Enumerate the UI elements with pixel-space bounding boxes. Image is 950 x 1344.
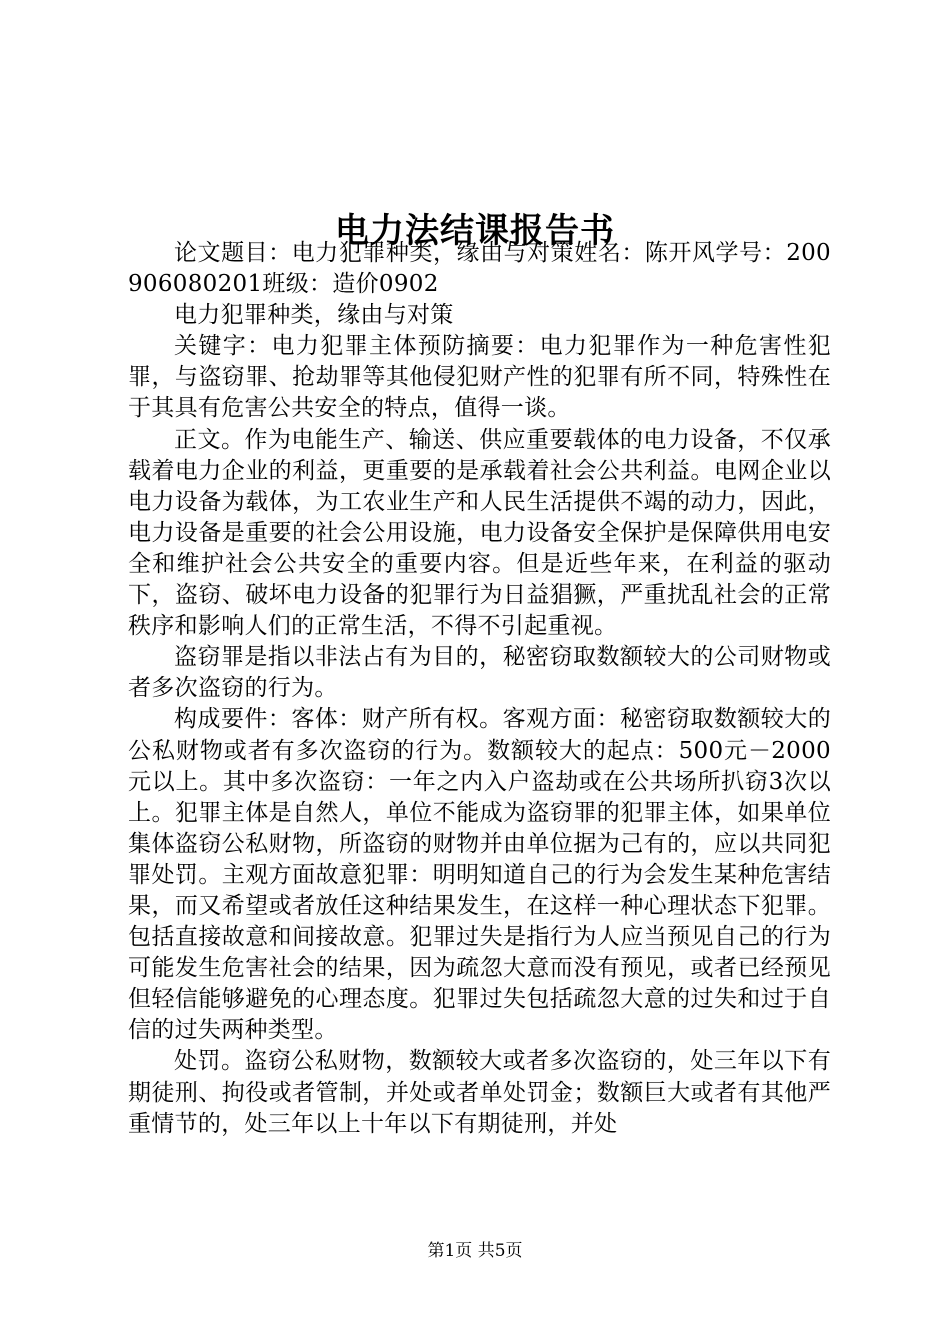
paragraph-subtitle: 电力犯罪种类，缘由与对策	[174, 302, 454, 329]
paragraph-theft-definition: 盗窃罪是指以非法占有为目的，秘密窃取数额较大的公司财物或者多次盗窃的行为。	[128, 644, 831, 702]
document-body	[128, 238, 831, 1140]
paragraph-keywords-abstract: 关键字：电力犯罪主体预防摘要：电力犯罪作为一种危害性犯罪，与盗窃罪、抢劫罪等其他侵犯财产性的犯罪有所不同，特殊性在于其具有危害公共安全的特点，值得一谈。	[128, 333, 831, 422]
paragraph-elements: 构成要件：客体：财产所有权。客观方面：秘密窃取数额较大的公私财物或者有多次盗窃的行为。数额较大的起点：500元－2000元以上。其中多次盗窃：一年之内入户盗劫或在公共场所扒窃3次以上。犯罪主体是自然人，单位不能成为盗窃罪的犯罪主体，如果单位集体盗窃公私财物，所盗窃的财物并由单位据为己有的，应以共同犯罪处罚。主观方面故意犯罪：明明知道自己的行为会发生某种危害结果，而又希望或者放任这种结果发生，在这样一种心理状态下犯罪。包括直接故意和间接故意。犯罪过失是指行为人应当预见自己的行为可能发生危害社会的结果，因为疏忽大意而没有预见，或者已经预见但轻信能够避免的心理态度。犯罪过失包括疏忽大意的过失和过于自信的过失两种类型。	[128, 706, 831, 1044]
page-footer: 第1页 共5页	[427, 1241, 523, 1261]
document-title: 电力法结课报告书	[335, 210, 615, 251]
paragraph-main-text: 正文。作为电能生产、输送、供应重要载体的电力设备，不仅承载着电力企业的利益，更重要的是承载着社会公共利益。电网企业以电力设备为载体，为工农业生产和人民生活提供不竭的动力，因此，电力设备是重要的社会公用设施，电力设备安全保护是保障供用电安全和维护社会公共安全的重要内容。但是近些年来，在利益的驱动下，盗窃、破坏电力设备的犯罪行为日益猖獗，严重扰乱社会的正常秩序和影响人们的正常生活，不得不引起重视。	[128, 426, 831, 640]
paragraph-punishment: 处罚。盗窃公私财物，数额较大或者多次盗窃的，处三年以下有期徒刑、拘役或者管制，并处或者单处罚金；数额巨大或者有其他严重情节的，处三年以上十年以下有期徒刑，并处	[128, 1048, 831, 1137]
paragraph-thesis-info: 论文题目：电力犯罪种类，缘由与对策姓名：陈开风学号：200906080201班级：造价0902	[128, 240, 831, 298]
